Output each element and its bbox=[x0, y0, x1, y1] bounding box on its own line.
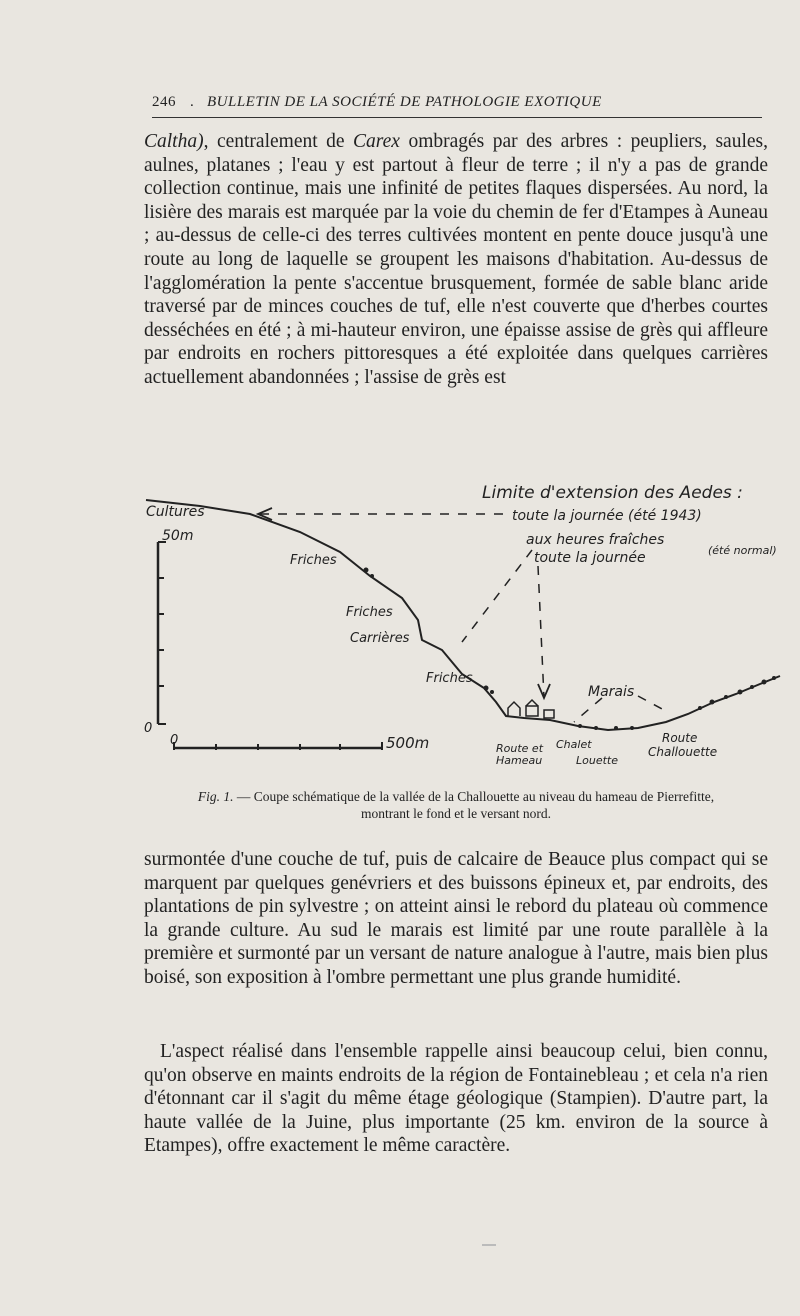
label-friches-1: Friches bbox=[290, 553, 337, 568]
paragraph-1 bbox=[144, 130, 768, 390]
figure-title: Limite d'extension des Aedes : bbox=[482, 483, 743, 503]
figure-caption bbox=[176, 788, 736, 822]
vertical-scale-zero: 0 bbox=[144, 721, 153, 736]
label-route: Route bbox=[662, 731, 698, 745]
page-number: 246 bbox=[152, 94, 176, 110]
label-chalet: Chalet bbox=[556, 738, 592, 751]
label-hameau: Hameau bbox=[496, 754, 543, 767]
label-marais: Marais bbox=[588, 684, 635, 700]
label-cultures: Cultures bbox=[146, 504, 205, 520]
paragraph-1-italic-2: Carex bbox=[353, 131, 400, 152]
running-header bbox=[152, 94, 762, 118]
label-carrieres: Carrières bbox=[350, 631, 410, 646]
label-louette: Louette bbox=[576, 754, 618, 767]
arrow-marais-icon bbox=[538, 684, 550, 698]
label-route-et: Route et bbox=[496, 742, 544, 755]
figure-caption-label: Fig. 1. bbox=[197, 789, 234, 804]
paragraph-2: surmontée d'une couche de tuf, puis de calcaire de Beauce plus compact qui se marquent par quelques genévriers et des buissons épineux et, par endroits, des plantations de pin sylvestre ; on atteint ainsi le rebord du plateau où commence la grande culture. Au sud le marais est limité par une route parallèle à la première et surmonté par un versant de nature analogue à l'autre, mais bien plus boisé, son exposition à l'ombre permettant une plus grande humidité. bbox=[144, 849, 768, 988]
figure-line-note: (été normal) bbox=[708, 544, 777, 557]
vegetation-marks bbox=[364, 568, 777, 731]
horizontal-scale-zero: 0 bbox=[170, 733, 179, 748]
cross-section-diagram bbox=[140, 470, 800, 770]
journal-title: BULLETIN DE LA SOCIÉTÉ DE PATHOLOGIE EXOTIQUE bbox=[207, 94, 602, 110]
terrain-profile bbox=[146, 500, 780, 730]
figure-line-3: toute la journée bbox=[534, 550, 646, 566]
vertical-scale-label: 50m bbox=[162, 528, 194, 544]
paragraph-1-a: , centralement de bbox=[203, 131, 354, 152]
figure-line-2: aux heures fraîches bbox=[526, 532, 665, 548]
label-friches-3: Friches bbox=[426, 671, 473, 686]
label-friches-2: Friches bbox=[346, 605, 393, 620]
paragraph-3: L'aspect réalisé dans l'ensemble rappelle ainsi beaucoup celui, bien connu, qu'on observe en maints endroits de la région de Fontainebleau ; et cela n'a rien d'étonnant car il s'agit du même étage géologique (Stampien). D'autre part, la haute vallée de la Juine, plus importante (25 km. environ de la source à Etampes), offre exactement le même caractère. bbox=[144, 1041, 768, 1157]
label-challouette: Challouette bbox=[648, 745, 718, 759]
paragraph-1-italic: Caltha) bbox=[144, 131, 204, 152]
valley-cross-section-figure bbox=[140, 470, 800, 770]
figure-line-1: toute la journée (été 1943) bbox=[512, 508, 702, 524]
hamlet-houses-icon bbox=[508, 700, 554, 718]
horizontal-scale-label: 500m bbox=[386, 734, 430, 752]
footer-mark bbox=[482, 1244, 496, 1246]
figure-caption-text: — Coupe schématique de la vallée de la Challouette au niveau du hameau de Pierrefitte, montrant le fond et le versant nord. bbox=[233, 789, 715, 821]
header-separator: . bbox=[190, 94, 195, 110]
paragraph-1-b: ombragés par des arbres : peupliers, saules, aulnes, platanes ; l'eau y est partout à fleur de terre ; il n'y a pas de grande collection continue, mais une infinité de petites flaques dispersées. Au nord, la lisière des marais est marquée par la voie du chemin de fer d'Etampes à Auneau ; au-dessus de celle-ci des terres cultivées montent en pente douce jusqu'à une route au long de laquelle se groupent les maisons d'habitation. Au-dessus de l'agglomération la pente s'accentue brusquement, formée de sable blanc aride traversé par de minces couches de tuf, elle n'est couverte que d'herbes courtes desséchées en été ; à mi-hauteur environ, une épaisse assise de grès qui affleure par endroits en rochers pittoresques a été exploitée dans quelques carrières actuellement abandonnées ; l'assise de grès est bbox=[144, 131, 768, 388]
